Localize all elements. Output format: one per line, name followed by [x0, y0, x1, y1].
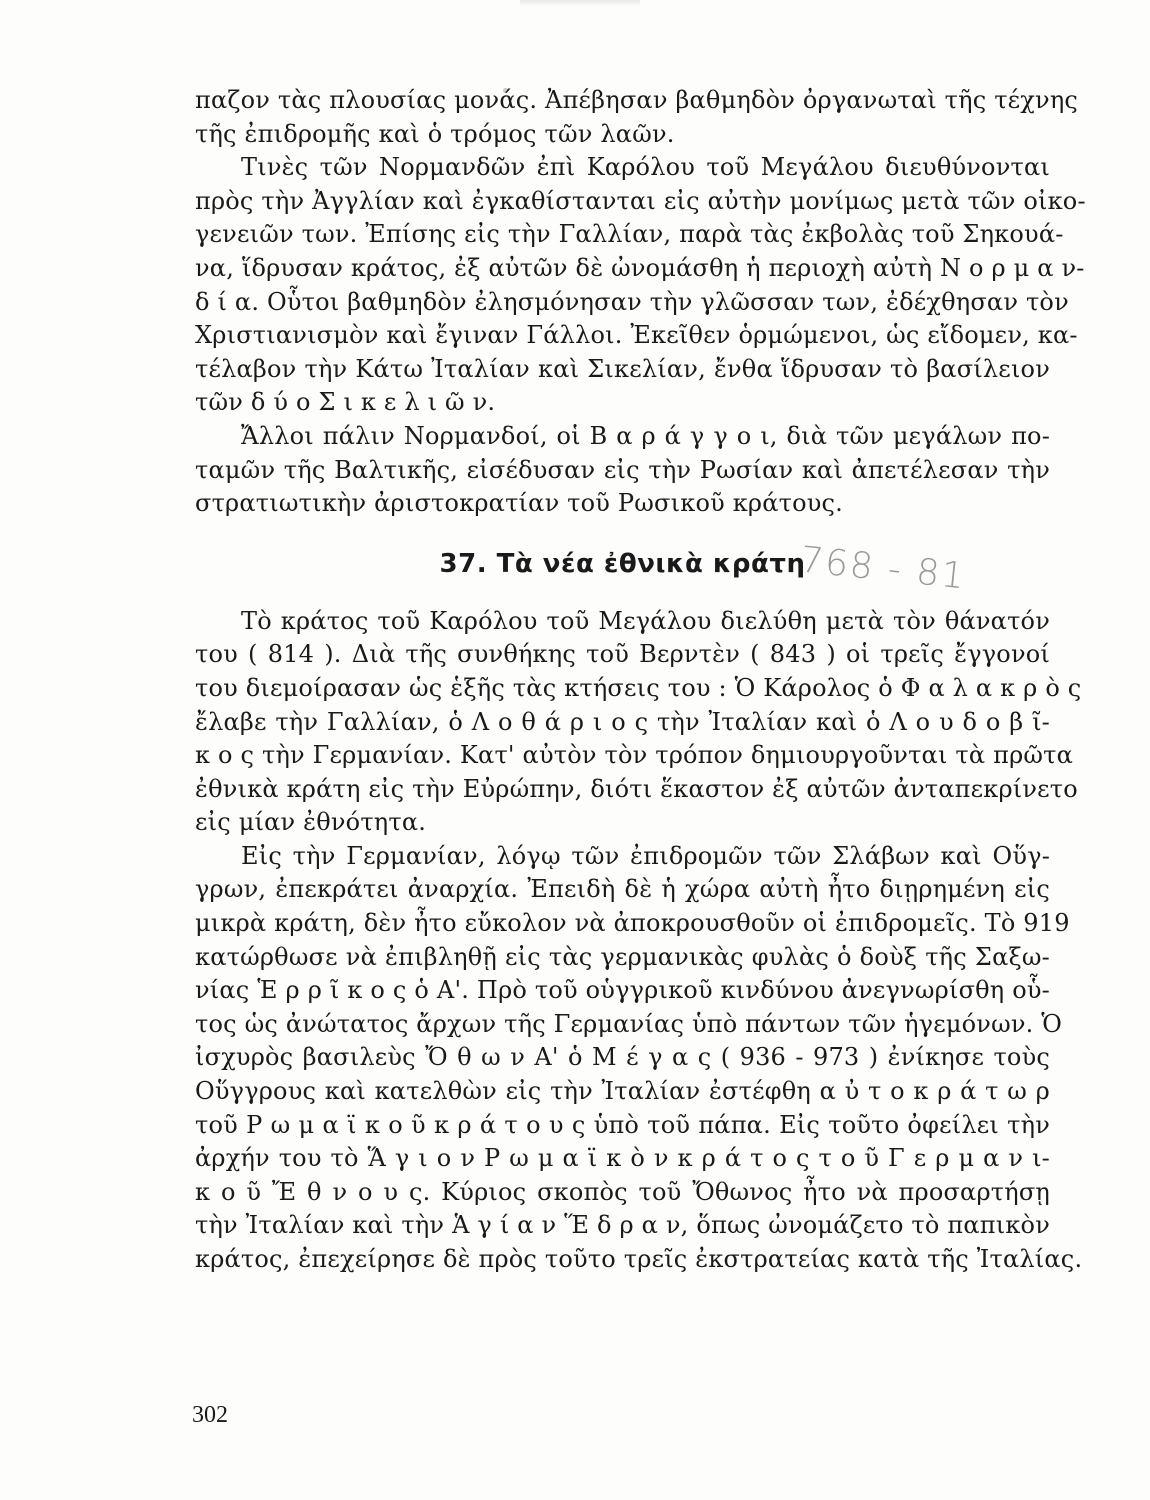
text-line: ἔλαβε τὴν Γαλλίαν, ὁ Λ ο θ ά ρ ι ο ς τὴν Ἰταλίαν καὶ ὁ Λ ο υ δ ο β ῖ- [195, 707, 1050, 736]
handwritten-margin-note: 768 - 81 [798, 539, 969, 598]
scan-smudge [520, 0, 640, 6]
text-line: Ἄλλοι πάλιν Νορμανδοί, οἱ Β α ρ ά γ γ ο ι, διὰ τῶν μεγάλων πο- [241, 421, 1050, 450]
text-line: δ ί α. Οὗτοι βαθμηδὸν ἐλησμόνησαν τὴν γλῶσσαν των, ἐδέχθησαν τὸν [195, 287, 1069, 316]
text-line: Τινὲς τῶν Νορμανδῶν ἐπὶ Καρόλου τοῦ Μεγάλου διευθύνονται [241, 153, 1050, 182]
text-line: τῆς ἐπιδρομῆς καὶ ὁ τρόμος τῶν λαῶν. [195, 119, 675, 148]
text-column [195, 84, 1086, 1277]
paragraph-5 [195, 840, 1083, 1277]
text-line: ἀρχήν του τὸ Ἅ γ ι ο ν Ρ ω μ α ϊ κ ὸ ν κ ρ ά τ ο ς τ ο ῦ Γ ε ρ μ α ν ι- [195, 1144, 1050, 1173]
text-line: του διεμοίρασαν ὡς ἑξῆς τὰς κτήσεις του : Ὁ Κάρολος ὁ Φ α λ α κ ρ ὸ ς [195, 673, 1082, 702]
text-line: να, ἵδρυσαν κράτος, ἐξ αὐτῶν δὲ ὠνομάσθη ἡ περιοχὴ αὐτὴ Ν ο ρ μ α ν- [195, 253, 1085, 282]
text-line: εἰς μίαν ἐθνότητα. [195, 808, 427, 837]
text-line: τὴν Ἰταλίαν καὶ τὴν Ἁ γ ί α ν Ἕ δ ρ α ν, ὅπως ὠνομάζετο τὸ παπικὸν [195, 1211, 1050, 1240]
paragraph-3 [195, 420, 1050, 521]
text-line: παζον τὰς πλουσίας μονάς. Ἀπέβησαν βαθμηδὸν ὀργανωταὶ τῆς τέχνης [195, 86, 1079, 114]
text-line: πρὸς τὴν Ἀγγλίαν καὶ ἐγκαθίστανται εἰς αὐτὴν μονίμως μετὰ τῶν οἰκο- [195, 186, 1086, 215]
text-line: του ( 814 ). Διὰ τῆς συνθήκης τοῦ Βερντὲν ( 843 ) οἱ τρεῖς ἔγγονοί [195, 640, 1050, 669]
text-line: μικρὰ κράτη, δὲν ἦτο εὔκολον νὰ ἀποκρουσθοῦν οἱ ἐπιδρομεῖς. Τὸ 919 [195, 909, 1070, 938]
text-line: τος ὡς ἀνώτατος ἄρχων τῆς Γερμανίας ὑπὸ πάντων τῶν ἡγεμόνων. Ὁ [195, 1009, 1063, 1038]
text-line: κ ο ς τὴν Γερμανίαν. Κατ' αὐτὸν τὸν τρόπον δημιουργοῦνται τὰ πρῶτα [195, 741, 1074, 770]
text-line: τοῦ Ρ ω μ α ϊ κ ο ῦ κ ρ ά τ ο υ ς ὑπὸ τοῦ πάπα. Εἰς τοῦτο ὀφείλει τὴν [195, 1110, 1050, 1139]
text-line: Εἰς τὴν Γερμανίαν, λόγῳ τῶν ἐπιδρομῶν τῶν Σλάβων καὶ Οὕγ- [241, 841, 1050, 870]
text-line: κατώρθωσε νὰ ἐπιβληθῇ εἰς τὰς γερμανικὰς φυλὰς ὁ δοὺξ τῆς Σαξω- [195, 942, 1050, 971]
text-line: κράτος, ἐπεχείρησε δὲ πρὸς τοῦτο τρεῖς ἐκστρατείας κατὰ τῆς Ἰταλίας. [195, 1245, 1083, 1273]
text-line: τῶν δ ύ ο Σ ι κ ε λ ι ῶ ν. [195, 388, 496, 417]
paragraph-1 [195, 84, 1079, 151]
text-line: Τὸ κράτος τοῦ Καρόλου τοῦ Μεγάλου διελύθη μετὰ τὸν θάνατόν [241, 606, 1050, 635]
paragraph-2 [195, 151, 1086, 420]
text-line: στρατιωτικὴν ἀριστοκρατίαν τοῦ Ρωσικοῦ κράτους. [195, 489, 844, 518]
paragraph-4 [195, 605, 1082, 840]
text-line: ἐθνικὰ κράτη εἰς τὴν Εὐρώπην, διότι ἕκαστον ἐξ αὐτῶν ἀνταπεκρίνετο [195, 774, 1078, 803]
text-line: Οὕγγρους καὶ κατελθὼν εἰς τὴν Ἰταλίαν ἐστέφθη α ὐ τ ο κ ρ ά τ ω ρ [195, 1077, 1050, 1106]
text-line: τέλαβον τὴν Κάτω Ἰταλίαν καὶ Σικελίαν, ἔνθα ἵδρυσαν τὸ βασίλειον [195, 354, 1050, 383]
section-heading: 37. Τὰ νέα ἐθνικὰ κράτη [439, 548, 806, 579]
text-line: Χριστιανισμὸν καὶ ἔγιναν Γάλλοι. Ἐκεῖθεν ὁρμώμενοι, ὡς εἴδομεν, κα- [195, 321, 1078, 350]
text-line: ἰσχυρὸς βασιλεὺς Ὄ θ ω ν Α' ὁ Μ έ γ α ς ( 936 - 973 ) ἐνίκησε τοὺς [195, 1043, 1050, 1072]
text-line: κ ο ῦ Ἔ θ ν ο υ ς. Κύριος σκοπὸς τοῦ Ὄθωνος ἦτο νὰ προσαρτήσῃ [195, 1177, 1050, 1206]
text-line: γενειῶν των. Ἐπίσης εἰς τὴν Γαλλίαν, παρὰ τὰς ἐκβολὰς τοῦ Σηκουά- [195, 220, 1064, 249]
text-line: γρων, ἐπεκράτει ἀναρχία. Ἐπειδὴ δὲ ἡ χώρα αὐτὴ ἦτο διῃρημένη εἰς [195, 875, 1050, 904]
text-line: νίας Ἑ ρ ρ ῖ κ ο ς ὁ Α'. Πρὸ τοῦ οὑγγρικοῦ κινδύνου ἀνεγνωρίσθη οὗ- [195, 976, 1050, 1005]
text-line: ταμῶν τῆς Βαλτικῆς, εἰσέδυσαν εἰς τὴν Ρωσίαν καὶ ἀπετέλεσαν τὴν [195, 455, 1050, 484]
page-number: 302 [192, 1402, 228, 1428]
